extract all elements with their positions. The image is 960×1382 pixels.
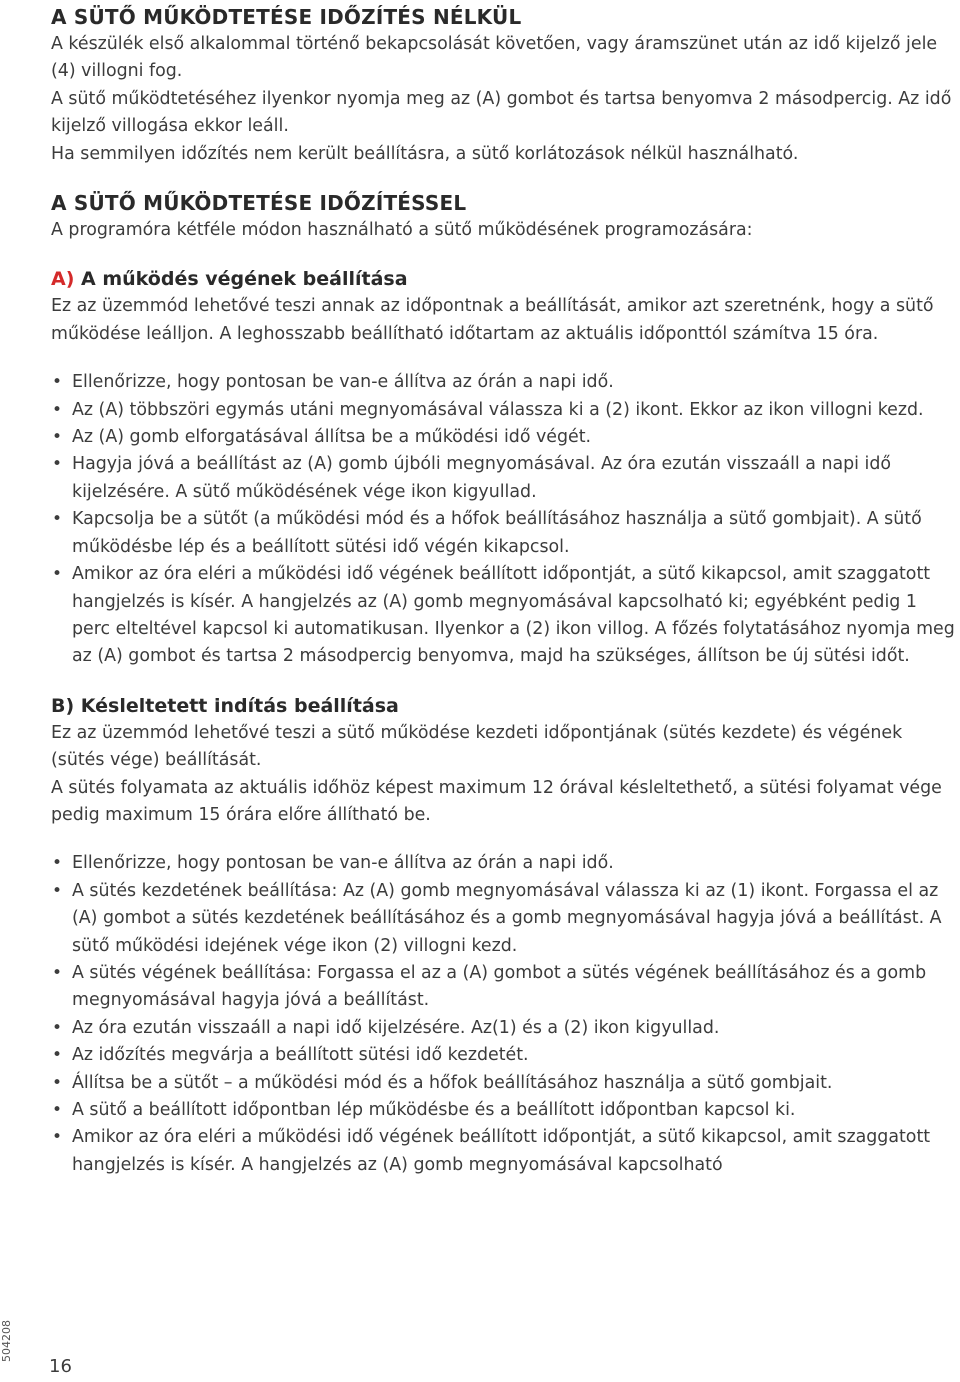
list-item: • A sütő a beállított időpontban lép működésbe és a beállított időpontban kapcsol ki.: [51, 1097, 956, 1124]
paragraph: A sütés folyamata az aktuális időhöz képest maximum 12 órával késleltethető, a sütési folyamat vége pedig maximum 15 órára előre állítható be.: [51, 777, 942, 825]
list-item: • A sütés végének beállítása: Forgassa el az a (A) gombot a sütés végének beállításához és a gomb megnyomásával hagyja jóvá a beállítást.: [51, 960, 956, 1015]
paragraph: Ha semmilyen időzítés nem került beállításra, a sütő korlátozások nélkül használható.: [51, 143, 799, 164]
bullet-icon: •: [52, 1127, 63, 1148]
list-item: • Állítsa be a sütőt – a működési mód és a hőfok beállításához használja a sütő gombjait.: [51, 1070, 956, 1097]
section-intro: A programóra kétféle módon használható a sütő működésének programozására:: [51, 220, 753, 241]
bullet-list-b: [51, 850, 956, 1179]
bullet-icon: •: [52, 454, 63, 475]
section-title-no-timer: A SÜTŐ MŰKÖDTETÉSE IDŐZÍTÉS NÉLKÜL: [51, 5, 522, 29]
bullet-icon: •: [52, 564, 63, 585]
paragraph: A készülék első alkalommal történő bekapcsolását követően, vagy áramszünet után az idő kijelző jele (4) villogni fog.: [51, 34, 938, 82]
list-item: • Az (A) többszöri egymás utáni megnyomásával válassza ki a (2) ikont. Ekkor az ikon villogni kezd.: [51, 397, 956, 424]
paragraph: Ez az üzemmód lehetővé teszi a sütő működése kezdeti időpontjának (sütés kezdete) és végének (sütés vége) beállítását.: [51, 722, 903, 771]
bullet-icon: •: [52, 372, 63, 393]
list-item: • Ellenőrizze, hogy pontosan be van-e állítva az órán a napi idő.: [51, 369, 956, 396]
paragraph: A sütő működtetéséhez ilyenkor nyomja meg az (A) gombot és tartsa benyomva 2 másodpercig. Az idő kijelző villogása ekkor leáll.: [51, 88, 952, 137]
bullet-icon: •: [52, 427, 63, 448]
bullet-icon: •: [52, 880, 63, 901]
list-item: • Az időzítés megvárja a beállított sütési idő kezdetét.: [51, 1042, 956, 1069]
page-content: [51, 3, 956, 1179]
subsection-title-b: B) Késleltetett indítás beállítása: [51, 694, 399, 717]
bullet-icon: •: [52, 399, 63, 420]
bullet-icon: •: [52, 1072, 63, 1093]
document-code: 504208: [0, 1320, 13, 1362]
subsection-title-a: [51, 265, 956, 293]
bullet-icon: •: [52, 509, 63, 530]
bullet-icon: •: [52, 1045, 63, 1066]
bullet-icon: •: [52, 962, 63, 983]
bullet-icon: •: [52, 1100, 63, 1120]
list-item: • Amikor az óra eléri a működési idő végének beállított időpontját, a sütő kikapcsol, amit szaggatott hangjelzés is kísér. A hangjelzés az (A) gomb megnyomásával kapcsolható ki; egyébként pedig 1 perc elteltével kapcsol ki automatikusan. Ilyenkor a (2) ikon villog. A főzés folytatásához nyomja meg az (A) gombot és tartsa 2 másodpercig benyomva, majd ha szükséges, állítson be új sütési időt.: [51, 561, 956, 671]
bullet-icon: •: [52, 853, 63, 874]
bullet-icon: •: [52, 1017, 63, 1038]
list-item: • Az (A) gomb elforgatásával állítsa be a működési idő végét.: [51, 424, 956, 451]
list-item: • A sütés kezdetének beállítása: Az (A) gomb megnyomásával válassza ki az (1) ikont. Forgassa el az (A) gombot a sütés kezdetének beállításához és a gomb megnyomásával hagyja jóvá a beállítást. A sütő működési idejének vége ikon (2) villogni kezd.: [51, 878, 956, 960]
section-title-with-timer: A SÜTŐ MŰKÖDTETÉSE IDŐZÍTÉSSEL: [51, 191, 467, 216]
subsection-letter-a: A): [51, 268, 75, 291]
bullet-list-a: [51, 369, 956, 670]
subsection-a-text: Ez az üzemmód lehetővé teszi annak az időpontnak a beállítását, amikor azt szeretnénk, hogy a sütő működése leálljon. A leghosszabb beállítható időtartam az aktuális időponttól számítva 15 óra.: [51, 296, 934, 344]
list-item: • Ellenőrizze, hogy pontosan be van-e állítva az órán a napi idő.: [51, 850, 956, 877]
list-item: • Hagyja jóvá a beállítást az (A) gomb újbóli megnyomásával. Az óra ezután visszaáll a napi idő kijelzésére. A sütő működésének vége ikon kigyullad.: [51, 451, 956, 506]
page-number: 16: [49, 1356, 72, 1377]
list-item: • Az óra ezután visszaáll a napi idő kijelzésére. Az(1) és a (2) ikon kigyullad.: [51, 1015, 956, 1042]
section-body-no-timer: [51, 31, 956, 168]
list-item: • Amikor az óra eléri a működési idő végének beállított időpontját, a sütő kikapcsol, amit szaggatott hangjelzés is kísér. A hangjelzés az (A) gomb megnyomásával kapcsolható: [51, 1124, 956, 1179]
subsection-title-a-text: A működés végének beállítása: [81, 268, 408, 291]
list-item: • Kapcsolja be a sütőt (a működési mód és a hőfok beállításához használja a sütő gombjait). A sütő működésbe lép és a beállított sütési idő végén kikapcsol.: [51, 506, 956, 561]
